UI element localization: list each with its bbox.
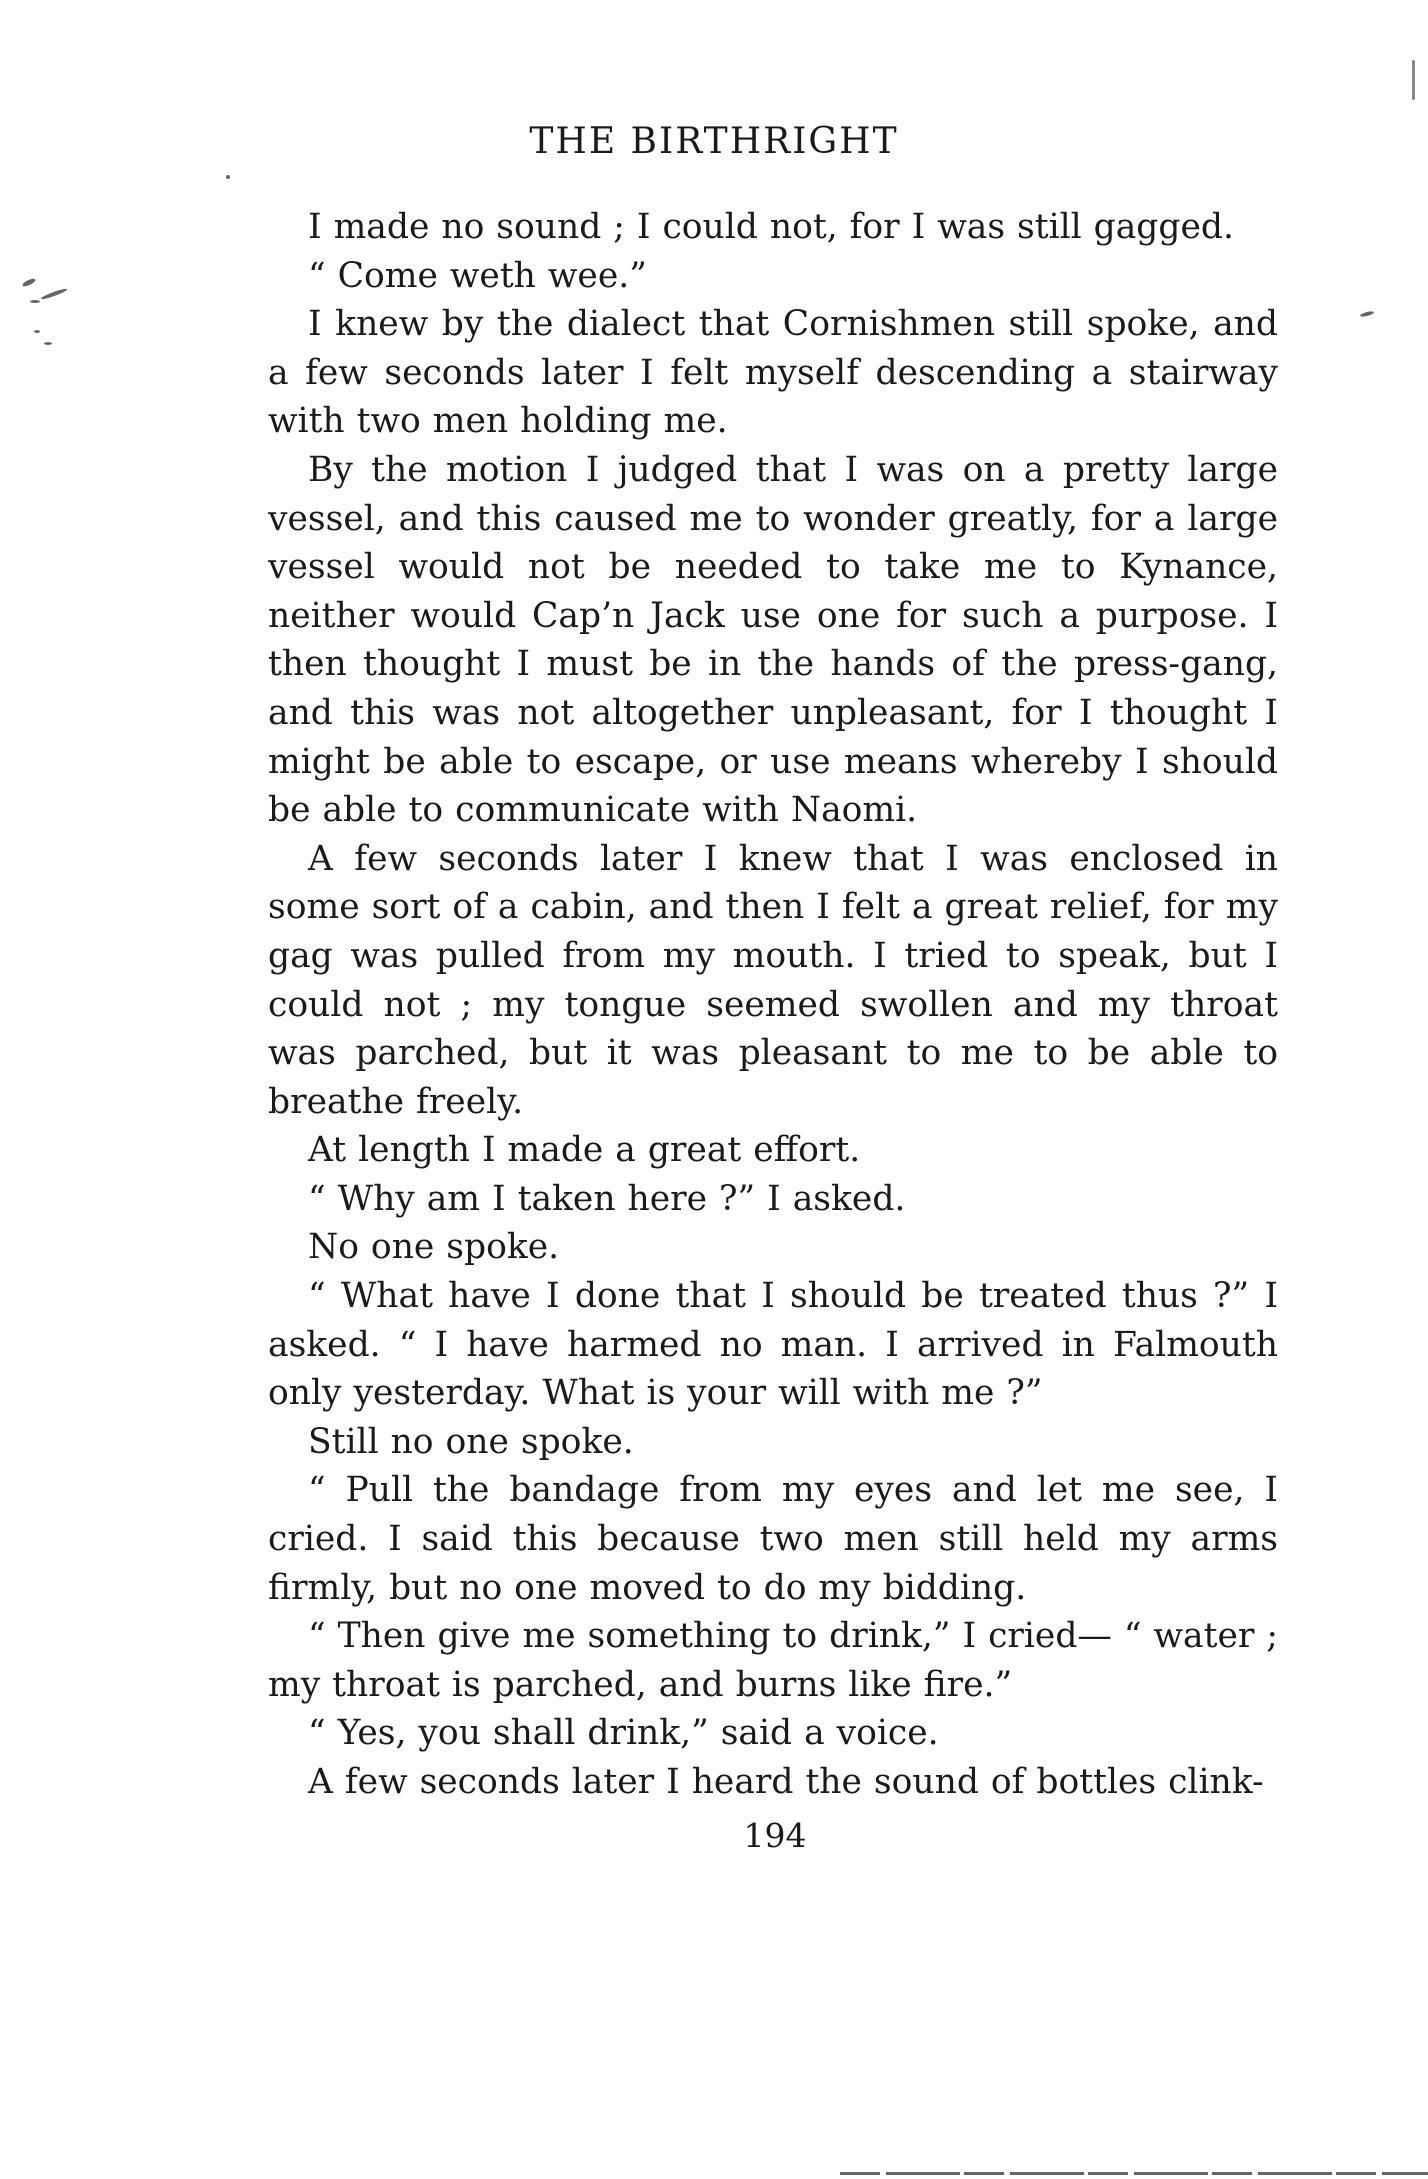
paragraph: I knew by the dialect that Cornishmen still spoke, and a few seconds later I felt myself descending a stairway with two men holding me. bbox=[268, 304, 1278, 442]
paragraph: “ Pull the bandage from my eyes and let me see, I cried. I said this because two men still held my arms firmly, but no one moved to do my bidding. bbox=[268, 1470, 1278, 1608]
running-head: THE BIRTHRIGHT bbox=[529, 121, 899, 162]
scan-edge-line bbox=[840, 2172, 1428, 2175]
scan-speck bbox=[226, 175, 230, 179]
paragraph: Still no one spoke. bbox=[308, 1421, 634, 1462]
scan-speck bbox=[22, 277, 37, 287]
scan-speck bbox=[40, 287, 68, 300]
scan-speck bbox=[44, 342, 52, 345]
paragraph: “ What have I done that I should be treated thus ?” I asked. “ I have harmed no man. I arrived in Falmouth only yesterday. What is your will with me ?” bbox=[268, 1276, 1278, 1414]
paragraph: I made no sound ; I could not, for I was still gagged. bbox=[308, 207, 1234, 247]
scan-speck bbox=[30, 300, 40, 303]
paragraph: “ Yes, you shall drink,” said a voice. bbox=[308, 1713, 939, 1754]
scan-speck bbox=[1360, 310, 1375, 317]
paragraph: “ Then give me something to drink,” I cried— “ water ; my throat is parched, and burns like fire.” bbox=[268, 1616, 1278, 1705]
paragraph: “ Why am I taken here ?” I asked. bbox=[308, 1178, 906, 1219]
page-number: 194 bbox=[743, 1816, 807, 1855]
paragraph: No one spoke. bbox=[308, 1227, 560, 1268]
scan-speck bbox=[34, 330, 40, 333]
paragraph: “ Come weth wee.” bbox=[308, 255, 647, 296]
paragraph: A few seconds later I heard the sound of bottles clink- bbox=[308, 1762, 1264, 1802]
paragraph: By the motion I judged that I was on a pretty large vessel, and this caused me to wonder greatly, for a large vessel would not be needed to take me to Kynance, neither would Cap’n Jack use one for such a purpose. I then thought I must be in the hands of the press-gang, and this was not altogether unpleasant, for I thought I might be able to escape, or use means whereby I should be able to communicate with Naomi. bbox=[268, 449, 1278, 831]
paragraph: A few seconds later I knew that I was enclosed in some sort of a cabin, and then I felt a great relief, for my gag was pulled from my mouth. I tried to speak, but I could not ; my tongue seemed swollen and my throat was parched, but it was pleasant to me to be able to breathe freely. bbox=[268, 838, 1278, 1122]
scan-speck bbox=[1412, 60, 1415, 100]
paragraph: At length I made a great effort. bbox=[308, 1130, 861, 1171]
page-body bbox=[268, 203, 1278, 1807]
